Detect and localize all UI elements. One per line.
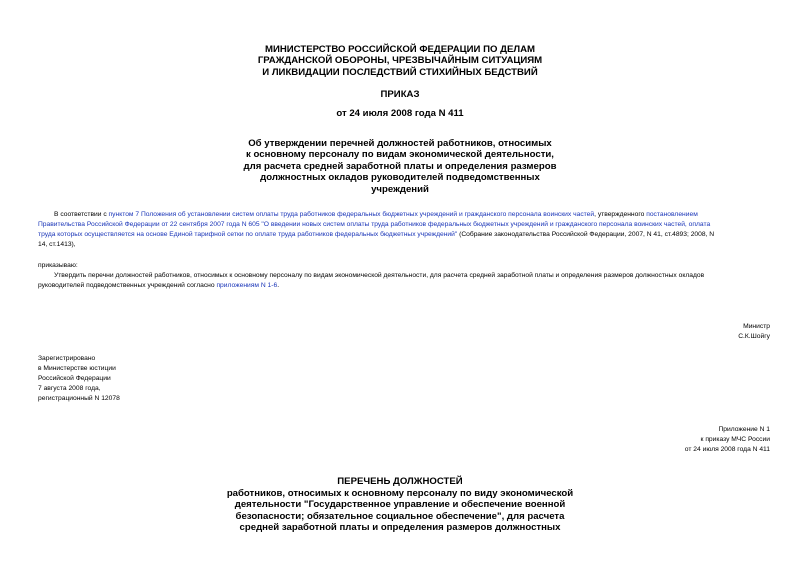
resolution-link[interactable]: постановлением <box>646 211 698 218</box>
subject-line: для расчета средней заработной платы и определения размеров <box>243 160 557 172</box>
signature-name: С.К.Шойгу <box>738 333 770 340</box>
ministry-header <box>150 44 650 78</box>
appendix-line: к приказу МЧС России <box>700 436 770 443</box>
preamble-line-2 <box>38 220 770 230</box>
appendix-line: Приложение N 1 <box>718 426 770 433</box>
registration-line: Зарегистрировано <box>38 355 96 362</box>
resolution-link-cont[interactable]: Правительства Российской Федерации от 22 сентября 2007 года N 605 "О введении новых систем оплаты труда работников федеральных бюджетных учреждений и гражданского персонала воинских частей, оплата <box>38 221 711 228</box>
registration-line: регистрационный N 12078 <box>38 395 120 402</box>
appendix-line: от 24 июля 2008 года N 411 <box>684 446 770 453</box>
signature-title: Министр <box>743 323 770 330</box>
order-date-number: от 24 июля 2008 года N 411 <box>336 108 464 119</box>
list-line: средней заработной платы и определения размеров должностных <box>239 522 561 534</box>
subject-line: Об утверждении перечней должностей работников, относимых <box>248 138 552 149</box>
preamble-line-4: 14, ст.1413), <box>38 241 76 248</box>
subject-line: учреждений <box>371 183 429 195</box>
registration-line: Российской Федерации <box>38 375 111 382</box>
list-line: работников, относимых к основному персоналу по виду экономической <box>226 488 574 499</box>
subject-line: должностных окладов руководителей подведомственных <box>260 172 540 184</box>
resolution-link-end[interactable]: труда которых осуществляется на основе Единой тарифной сетки по оплате труда работников федеральных бюджетных учреждений" <box>38 231 458 238</box>
ministry-line: И ЛИКВИДАЦИИ ПОСЛЕДСТВИЙ СТИХИЙНЫХ БЕДСТВИЙ <box>262 66 538 78</box>
approve-paragraph <box>38 271 770 291</box>
appendices-link[interactable]: приложениям N 1-6 <box>216 282 278 289</box>
approve-line-1: Утвердить перечни должностей работников, относимых к основному персоналу по видам экономической деятельности, для расчета средней заработной платы и определения размеров должностных окладов <box>54 272 705 279</box>
list-description <box>150 488 650 534</box>
list-line: деятельности "Государственное управление и обеспечение военной <box>234 499 566 511</box>
clause-7-link[interactable]: пунктом 7 Положения об установлении систем оплаты труда работников федеральных бюджетных учреждений и гражданского персонала воинских частей <box>108 211 595 218</box>
list-line: безопасности; обязательное социальное обеспечение", для расчета <box>235 510 565 522</box>
order-title: ПРИКАЗ <box>380 89 420 100</box>
ministry-line: МИНИСТЕРСТВО РОССИЙСКОЙ ФЕДЕРАЦИИ ПО ДЕЛАМ <box>264 44 536 55</box>
order-subject <box>150 138 650 195</box>
approve-line-2: руководителей подведомственных учреждений согласно приложениям N 1-6. <box>38 282 280 289</box>
preamble-paragraph <box>38 210 770 250</box>
registration-block <box>38 354 238 404</box>
preamble-line-1: В соответствии с пунктом 7 Положения об установлении систем оплаты труда работников федеральных бюджетных учреждений и гражданского персонала воинских частей, утвержденного постановлением <box>54 211 698 218</box>
ministry-line: ГРАЖДАНСКОЙ ОБОРОНЫ, ЧРЕЗВЫЧАЙНЫМ СИТУАЦИЯМ <box>257 55 543 67</box>
appendix-block <box>560 425 770 455</box>
registration-line: в Министерстве юстиции <box>38 365 116 372</box>
order-word: приказываю: <box>38 262 78 269</box>
list-title: ПЕРЕЧЕНЬ ДОЛЖНОСТЕЙ <box>337 476 463 487</box>
registration-line: 7 августа 2008 года, <box>38 385 101 392</box>
subject-line: к основному персоналу по видам экономической деятельности, <box>246 149 554 161</box>
preamble-line-3: труда которых осуществляется на основе Единой тарифной сетки по оплате труда работников федеральных бюджетных учреждений" (Собрание законодательства Российской Федерации, 2007, N 41, ст.4893; 2008, N <box>38 231 715 238</box>
signature-block <box>600 322 770 342</box>
